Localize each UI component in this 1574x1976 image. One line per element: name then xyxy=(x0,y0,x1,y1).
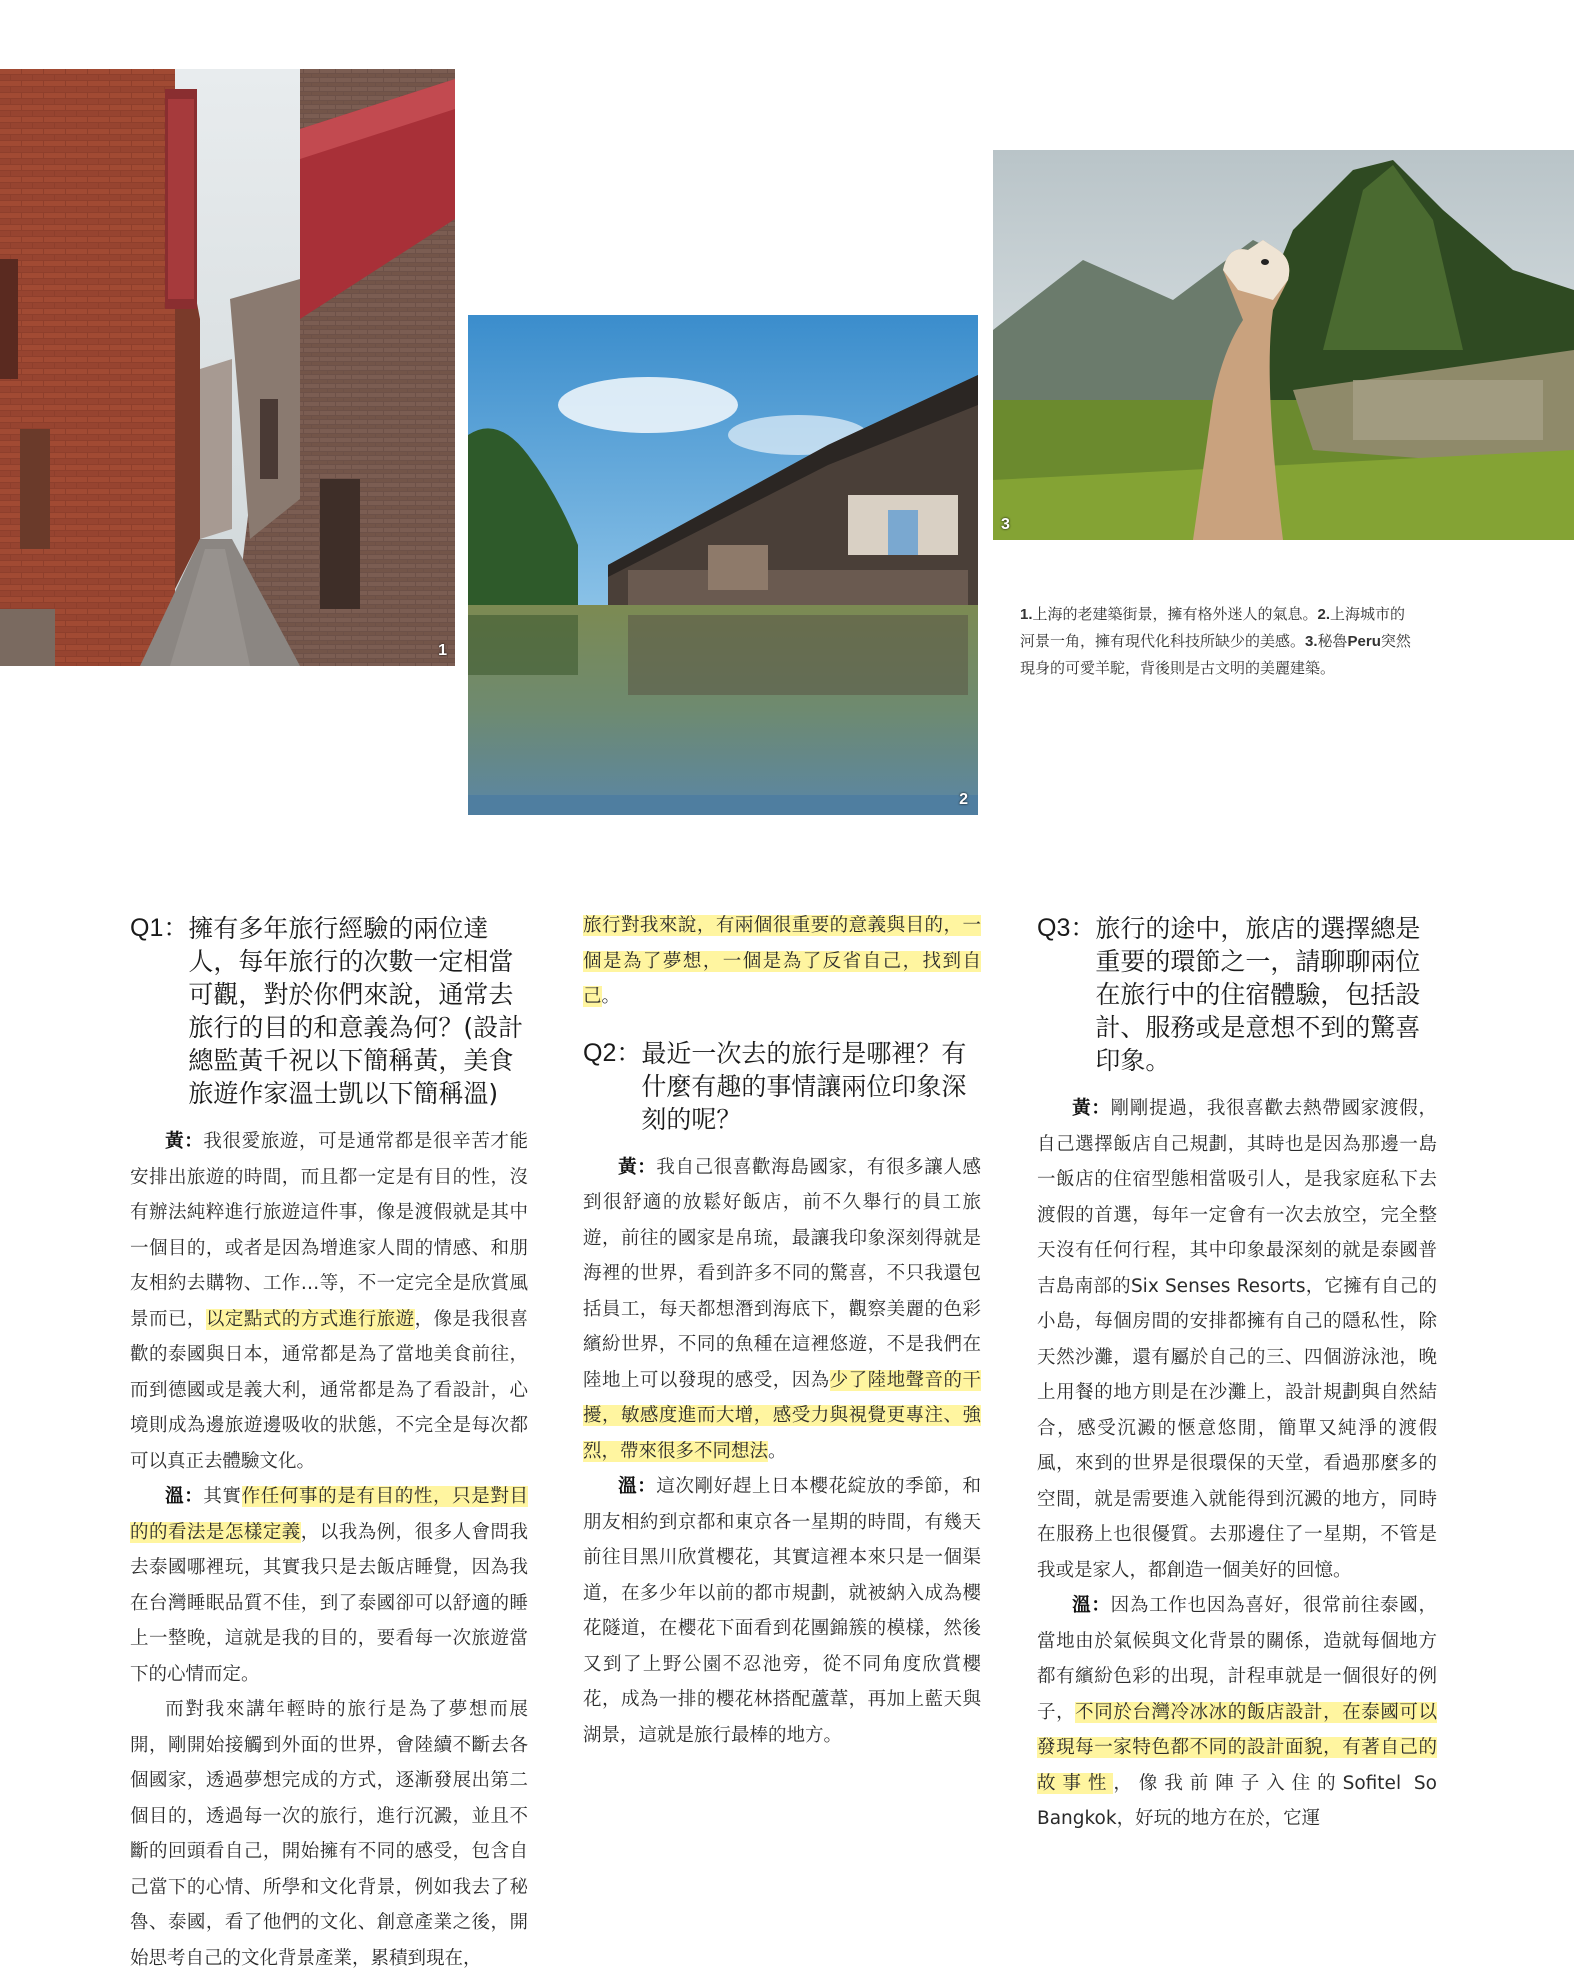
answer-paragraph xyxy=(130,1692,528,1976)
photo-shanghai-alley xyxy=(0,69,455,666)
caption-text: 秘魯 xyxy=(1317,632,1348,650)
question-label: Q1： xyxy=(130,914,189,942)
answer-text: ，以我為例，很多人會問我去泰國哪裡玩，其實我只是去飯店睡覺，因為我在台灣睡眠品質不佳，到了泰國卻可以舒適的睡上一整晚，這就是我的目的，要看每一次旅遊當下的心情而定。 xyxy=(130,1521,528,1685)
answer-text: 而對我來講年輕時的旅行是為了夢想而展開，剛開始接觸到外面的世界，會陸續不斷去各個國家，透過夢想完成的方式，逐漸發展出第二個目的，透過每一次的旅行，進行沉澱，並且不斷的回頭看自己，開始擁有不同的感受，包含自己當下的心情、所學和文化背景，例如我去了秘魯、泰國，看了他們的文化、創意產業之後，開始思考自己的文化背景產業，累積到現在， xyxy=(130,1699,528,1969)
answer-text: 我很愛旅遊，可是通常都是很辛苦才能安排出旅遊的時間，而且都一定是有目的性，沒有辦法純粹進行旅遊這件事，像是渡假就是其中一個目的，或者是因為增進家人間的情感、和朋友相約去購物、工作…等，不一定完全是欣賞風景而已， xyxy=(130,1131,528,1330)
answer-paragraph xyxy=(583,1150,981,1470)
highlight-text: 作任何事的是有目的性，只是對目的的看法是怎樣定義 xyxy=(130,1486,528,1543)
answer-text: 。 xyxy=(601,986,621,1007)
caption-text: 突然現身的可愛羊駝，背後則是古文明的美麗建築。 xyxy=(1020,632,1411,677)
question-1 xyxy=(130,912,528,1110)
caption-text: Peru xyxy=(1347,633,1381,650)
answer-text: 這次剛好趕上日本櫻花綻放的季節，和朋友相約到京都和東京各一星期的時間，有幾天前往目黑川欣賞櫻花，其實這裡本來只是一個渠道，在多少年以前的都市規劃，就被納入成為櫻花隧道，在櫻花下面看到花團錦簇的模樣，然後又到了上野公園不忍池旁，從不同角度欣賞櫻花，成為一排的櫻花林搭配蘆葦，再加上藍天與湖景，這就是旅行最棒的地方。 xyxy=(583,1476,981,1746)
question-label: Q3： xyxy=(1037,914,1096,942)
answer-text: 其實 xyxy=(203,1486,242,1507)
speaker-label: 溫： xyxy=(165,1486,204,1507)
photo-number: 2 xyxy=(959,791,968,808)
photo-river-town xyxy=(468,315,978,815)
answer-text: ，像我前陣子入住的Sofitel So Bangkok，好玩的地方在於，它運 xyxy=(1037,1772,1437,1829)
answer-paragraph xyxy=(583,1469,981,1753)
speaker-label: 溫： xyxy=(618,1476,657,1497)
question-label: Q2： xyxy=(583,1038,642,1067)
question-text: 最近一次去的旅行是哪裡？有什麼有趣的事情讓兩位印象深刻的呢？ xyxy=(641,1038,967,1134)
answer-text: 我自己很喜歡海島國家，有很多讓人感到很舒適的放鬆好飯店，前不久舉行的員工旅遊，前往的國家是帛琉，最讓我印象深刻得就是海裡的世界，看到許多不同的驚喜，不只我還包括員工，每天都想潛到海底下，觀察美麗的色彩繽紛世界，不同的魚種在這裡悠遊，不是我們在陸地上可以發現的感受，因為 xyxy=(583,1156,981,1391)
photo-number: 1 xyxy=(438,642,447,659)
question-3 xyxy=(1037,912,1437,1077)
answer-paragraph xyxy=(1037,1091,1437,1588)
answer-text: 因為工作也因為喜好，很常前往泰國，當地由於氣候與文化背景的關係，造就每個地方都有繽紛色彩的出現，計程車就是一個很好的例子， xyxy=(1037,1595,1437,1723)
caption-text: 上海城市的河景一角，擁有現代化科技所缺少的美感。 xyxy=(1020,605,1406,650)
answer-paragraph xyxy=(130,1479,528,1692)
caption-number: 3. xyxy=(1305,633,1318,650)
photo-number: 3 xyxy=(1001,516,1010,533)
highlight-text: 以定點式的方式進行旅遊 xyxy=(205,1308,415,1330)
answer-paragraph-continued xyxy=(583,908,981,1015)
highlight-text: 不同於台灣冷冰冰的飯店設計，在泰國可以發現每一家特色都不同的設計面貌，有著自己的故事性 xyxy=(1037,1701,1437,1794)
answer-paragraph xyxy=(1037,1588,1437,1837)
answer-text: 剛剛提過，我很喜歡去熱帶國家渡假，自己選擇飯店自己規劃，其時也是因為那邊一島一飯店的住宿型態相當吸引人，是我家庭私下去渡假的首選，每年一定會有一次去放空，完全整天沒有任何行程，其中印象最深刻的就是泰國普吉島南部的Six Senses Resorts，它擁有自己的小島，每個房間的安排都擁有自己的隱私性，除天然沙灘，還有屬於自己的三、四個游泳池，晚上用餐的地方則是在沙灘上，設計規劃與自然結合，感受沉澱的愜意悠閒，簡單又純淨的渡假風，來到的世界是很環保的天堂，看過那麼多的空間，就是需要進入就能得到沉澱的地方，同時在服務上也很優質。去那邊住了一星期，不管是我或是家人，都創造一個美好的回憶。 xyxy=(1037,1098,1437,1581)
question-text: 旅行的途中，旅店的選擇總是重要的環節之一，請聊聊兩位在旅行中的住宿體驗，包括設計、服務或是意想不到的驚喜印象。 xyxy=(1095,914,1421,1075)
speaker-label: 黃： xyxy=(1072,1098,1111,1119)
highlight-text: 少了陸地聲音的干擾，敏感度進而大增，感受力與視覺更專注、強烈，帶來很多不同想法 xyxy=(583,1369,981,1462)
photo-caption xyxy=(1020,601,1420,681)
question-2 xyxy=(583,1037,981,1136)
question-text: 擁有多年旅行經驗的兩位達人，每年旅行的次數一定相當可觀，對於你們來說，通常去旅行的目的和意義為何？(設計總監黃千祝以下簡稱黃，美食旅遊作家溫士凱以下簡稱溫) xyxy=(188,914,524,1108)
highlight-text: 旅行對我來說，有兩個很重要的意義與目的，一個是為了夢想，一個是為了反省自己，找到自己 xyxy=(583,915,981,1007)
speaker-label: 黃： xyxy=(165,1131,204,1152)
answer-paragraph xyxy=(130,1124,528,1479)
answer-text: ，像是我很喜歡的泰國與日本，通常都是為了當地美食前往，而到德國或是義大利，通常都是為了看設計，心境則成為邊旅遊邊吸收的狀態，不完全是每次都可以真正去體驗文化。 xyxy=(130,1308,528,1472)
speaker-label: 黃： xyxy=(618,1156,657,1178)
speaker-label: 溫： xyxy=(1072,1595,1111,1616)
photo-peru-llama xyxy=(993,150,1574,540)
caption-number: 1. xyxy=(1020,606,1033,623)
article-column-2 xyxy=(583,908,981,1753)
article-column-3 xyxy=(1037,912,1437,1837)
article-column-1 xyxy=(130,912,528,1976)
answer-text: 。 xyxy=(768,1440,787,1462)
caption-text: 上海的老建築街景，擁有格外迷人的氣息。 xyxy=(1032,605,1318,623)
caption-number: 2. xyxy=(1317,606,1331,623)
